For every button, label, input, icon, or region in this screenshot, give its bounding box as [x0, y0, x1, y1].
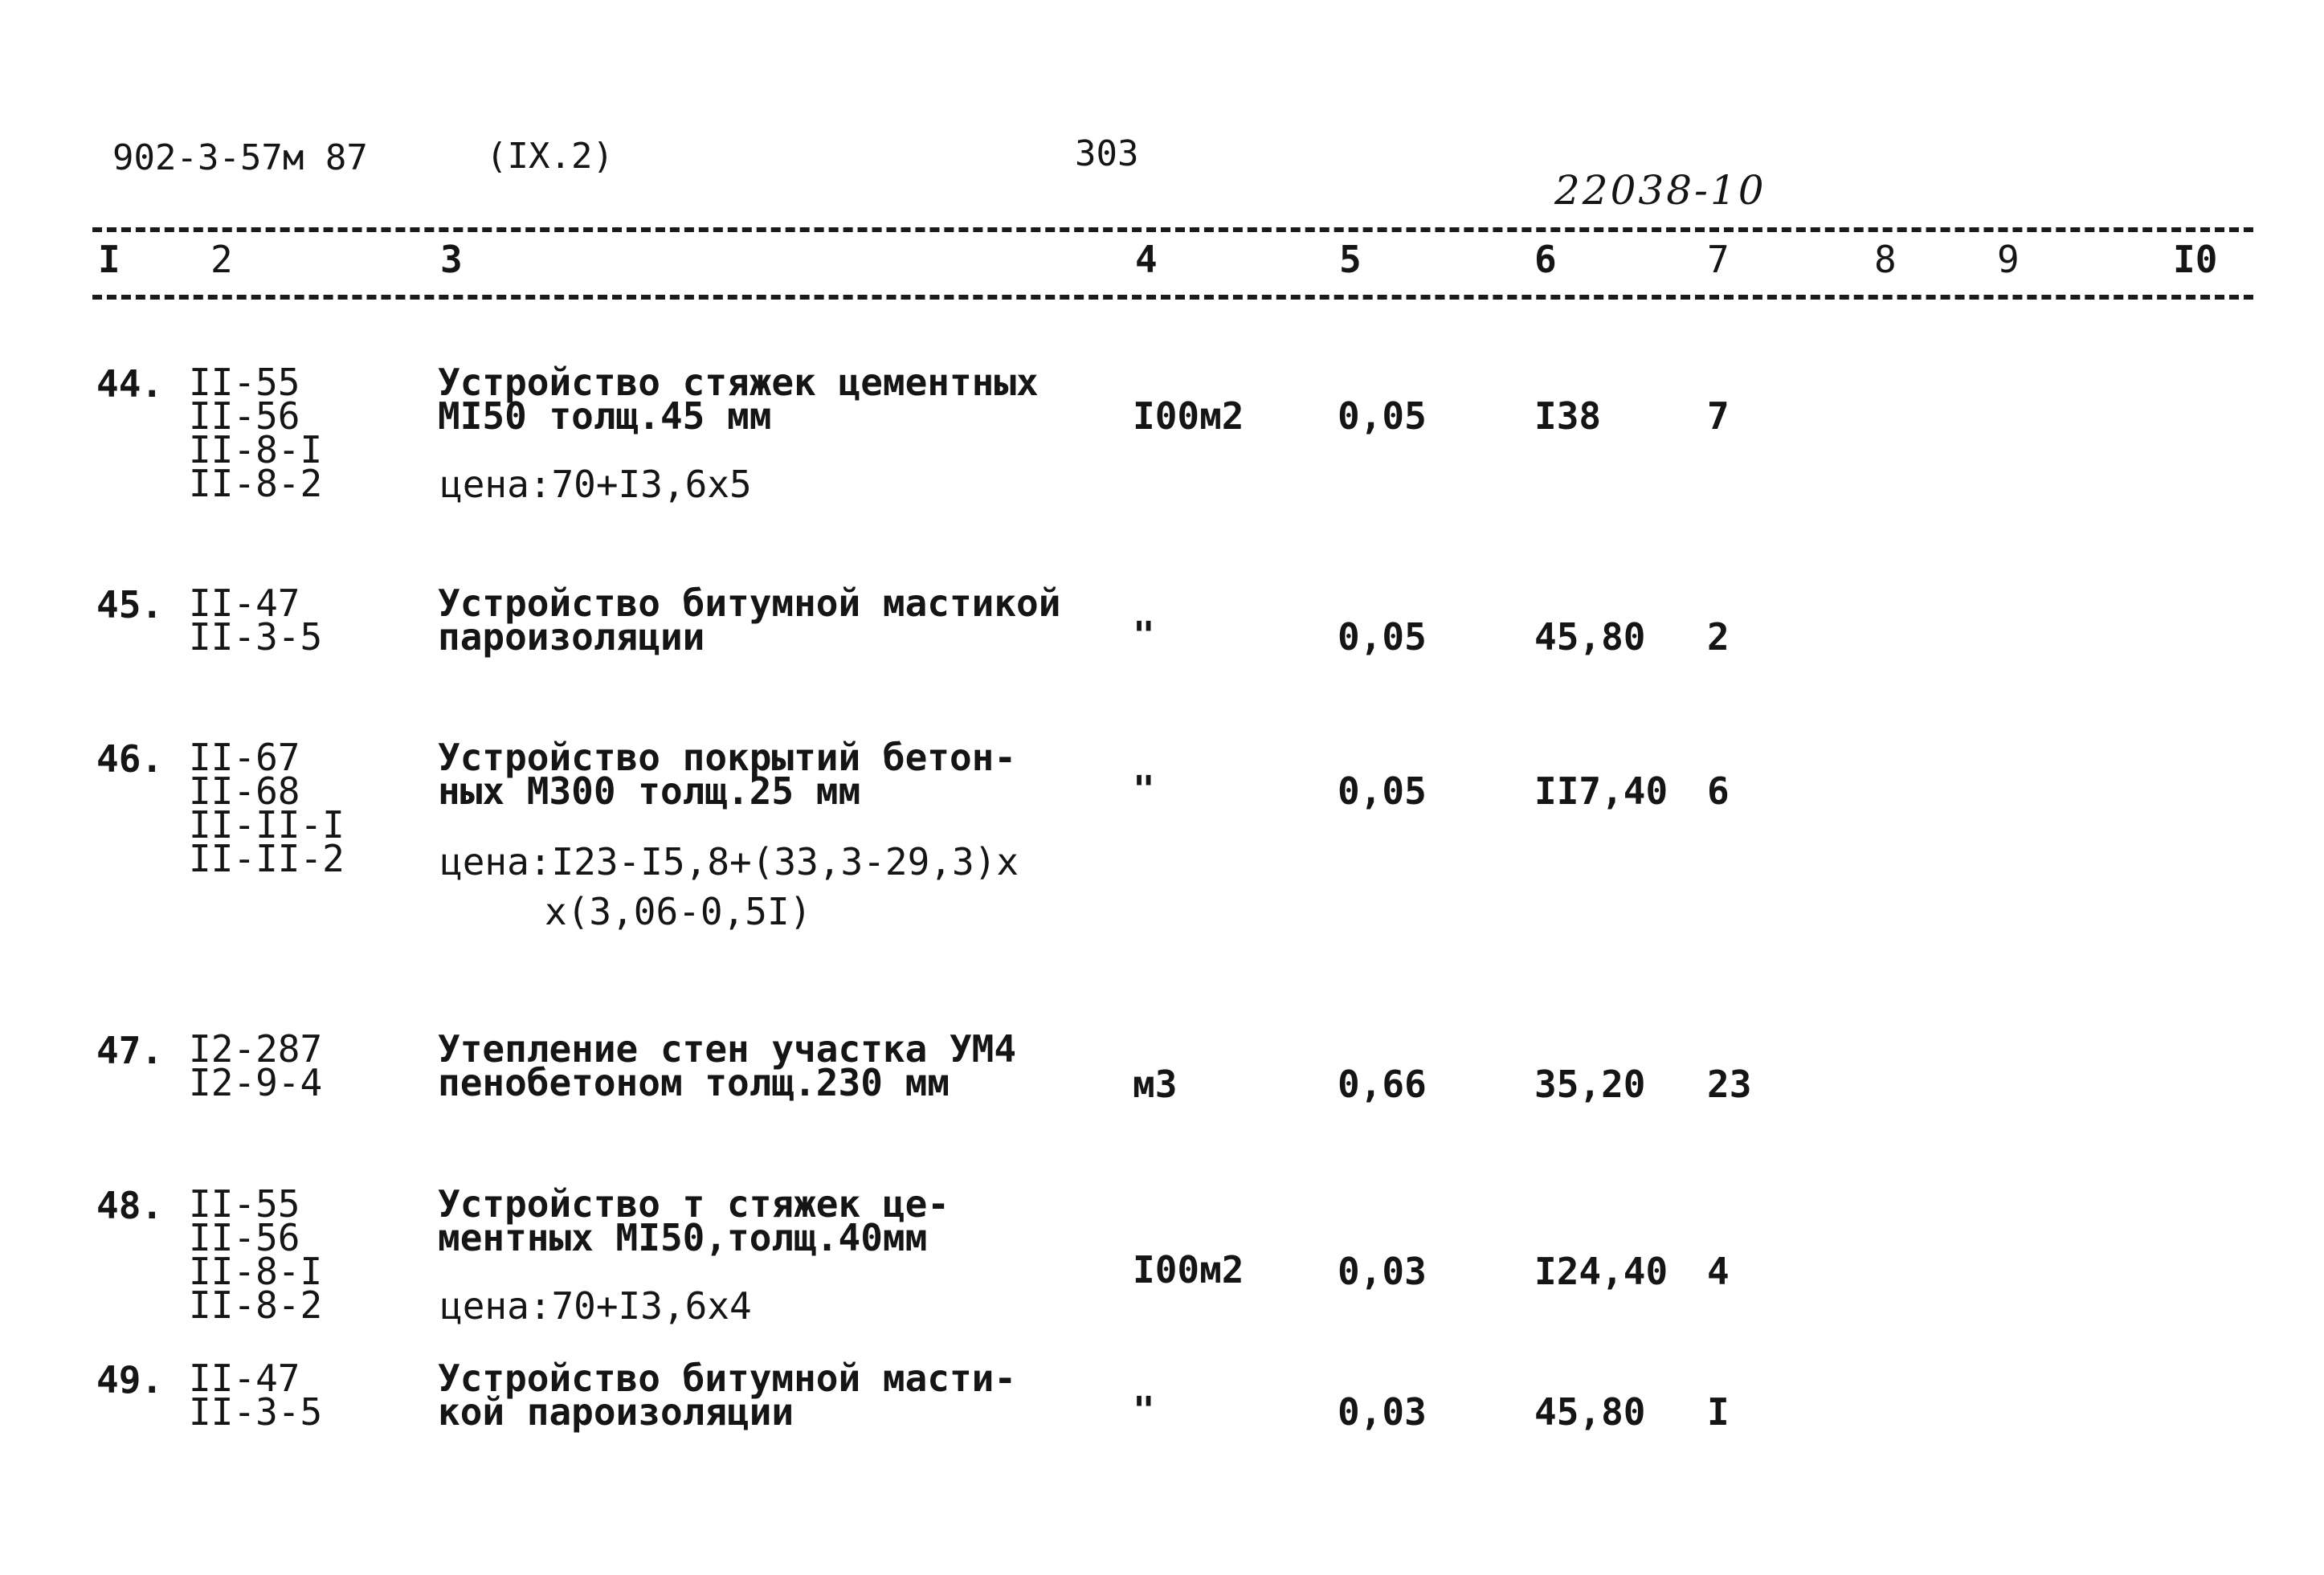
total-cell: I [1707, 1390, 1730, 1434]
description-line: Утепление стен участка УМ4 [438, 1027, 1017, 1071]
norm-code: II-56 [189, 394, 300, 438]
norm-code: II-8-I [189, 1250, 323, 1293]
row-number: 46. [96, 737, 164, 781]
description-line: пенобетоном толщ.230 мм [438, 1061, 950, 1104]
norm-codes [189, 1357, 323, 1434]
ditto-mark: " [1133, 1389, 1155, 1432]
section-number: (IX.2) [486, 136, 614, 177]
norm-code: II-3-5 [189, 1390, 323, 1434]
norm-codes [189, 1027, 323, 1104]
price-formula: цена:I23-I5,8+(33,3-29,3)х [440, 840, 1019, 883]
total-cell: 23 [1707, 1063, 1752, 1106]
handwritten-stamp: 22038-10 [1554, 167, 1766, 214]
work-description [438, 581, 1061, 659]
quantity-cell: 0,03 [1338, 1250, 1427, 1293]
work-description [438, 1027, 1017, 1104]
description-line: кой пароизоляции [438, 1390, 794, 1434]
norm-codes [189, 581, 323, 659]
quantity-cell: 0,05 [1338, 769, 1427, 813]
work-description [438, 736, 1017, 813]
column-header-9: 9 [1997, 238, 2020, 281]
norm-code: II-3-5 [189, 615, 323, 659]
row-number: 48. [96, 1184, 164, 1227]
unit-price-cell: 35,20 [1534, 1063, 1646, 1106]
norm-code: II-8-2 [189, 462, 323, 505]
description-line: Устройство покрытий бетон- [438, 736, 1017, 779]
description-line: пароизоляции [438, 615, 705, 659]
total-cell: 4 [1707, 1250, 1730, 1293]
unit-cell: I00м2 [1133, 1248, 1244, 1291]
quantity-cell: 0,03 [1338, 1390, 1427, 1434]
norm-code: II-56 [189, 1216, 300, 1259]
unit-price-cell: II7,40 [1534, 769, 1668, 813]
norm-code: II-68 [189, 769, 300, 813]
column-header-7: 7 [1707, 238, 1730, 281]
price-formula: цена:70+I3,6х4 [440, 1284, 752, 1328]
description-line: ментных МI50,толщ.40мм [438, 1216, 928, 1259]
norm-code: II-55 [189, 1182, 300, 1226]
document-code: 902-3-57м 87 [112, 137, 368, 178]
description-line: Устройство стяжек цементных [438, 361, 1039, 404]
row-number: 45. [96, 583, 164, 626]
work-description [438, 1357, 1017, 1434]
norm-code: II-67 [189, 736, 300, 779]
unit-price-cell: I38 [1534, 394, 1602, 438]
unit-price-cell: 45,80 [1534, 615, 1646, 659]
column-header-5: 5 [1339, 238, 1362, 281]
page-number: 303 [1075, 133, 1139, 174]
header-rule-top [92, 227, 2253, 232]
unit-price-cell: 45,80 [1534, 1390, 1646, 1434]
quantity-cell: 0,05 [1338, 615, 1427, 659]
description-line: МI50 толщ.45 мм [438, 394, 772, 438]
unit-cell: м3 [1133, 1063, 1178, 1106]
unit-cell: I00м2 [1133, 394, 1244, 438]
row-number: 47. [96, 1029, 164, 1072]
norm-code: II-II-2 [189, 837, 345, 880]
ditto-mark: " [1133, 768, 1155, 811]
column-header-6: 6 [1534, 238, 1557, 281]
description-line: ных М300 толщ.25 мм [438, 769, 861, 813]
row-number: 49. [96, 1358, 164, 1402]
description-line: Устройство т стяжек це- [438, 1182, 950, 1226]
column-header-1: I [98, 238, 120, 281]
column-header-2: 2 [210, 238, 233, 281]
description-line: Устройство битумной масти- [438, 1357, 1017, 1400]
norm-code: I2-287 [189, 1027, 323, 1071]
norm-code: II-8-I [189, 428, 323, 471]
norm-codes [189, 736, 345, 880]
unit-price-cell: I24,40 [1534, 1250, 1668, 1293]
total-cell: 2 [1707, 615, 1730, 659]
work-description [438, 361, 1039, 438]
header-rule-bottom [92, 295, 2253, 300]
norm-codes [189, 1182, 323, 1327]
price-formula: цена:70+I3,6х5 [440, 463, 752, 506]
norm-code: II-55 [189, 361, 300, 404]
total-cell: 7 [1707, 394, 1730, 438]
column-header-3: 3 [440, 238, 463, 281]
ditto-mark: " [1133, 614, 1155, 657]
norm-codes [189, 361, 323, 505]
row-number: 44. [96, 362, 164, 406]
norm-code: II-47 [189, 581, 300, 625]
column-header-4: 4 [1135, 238, 1158, 281]
norm-code: I2-9-4 [189, 1061, 323, 1104]
quantity-cell: 0,66 [1338, 1063, 1427, 1106]
norm-code: II-II-I [189, 803, 345, 847]
norm-code: II-47 [189, 1357, 300, 1400]
work-description [438, 1182, 950, 1259]
column-header-8: 8 [1874, 238, 1897, 281]
description-line: Устройство битумной мастикой [438, 581, 1061, 625]
quantity-cell: 0,05 [1338, 394, 1427, 438]
norm-code: II-8-2 [189, 1283, 323, 1327]
total-cell: 6 [1707, 769, 1730, 813]
price-formula-continued: х(3,06-0,5I) [545, 890, 812, 933]
column-header-10: I0 [2173, 238, 2218, 281]
